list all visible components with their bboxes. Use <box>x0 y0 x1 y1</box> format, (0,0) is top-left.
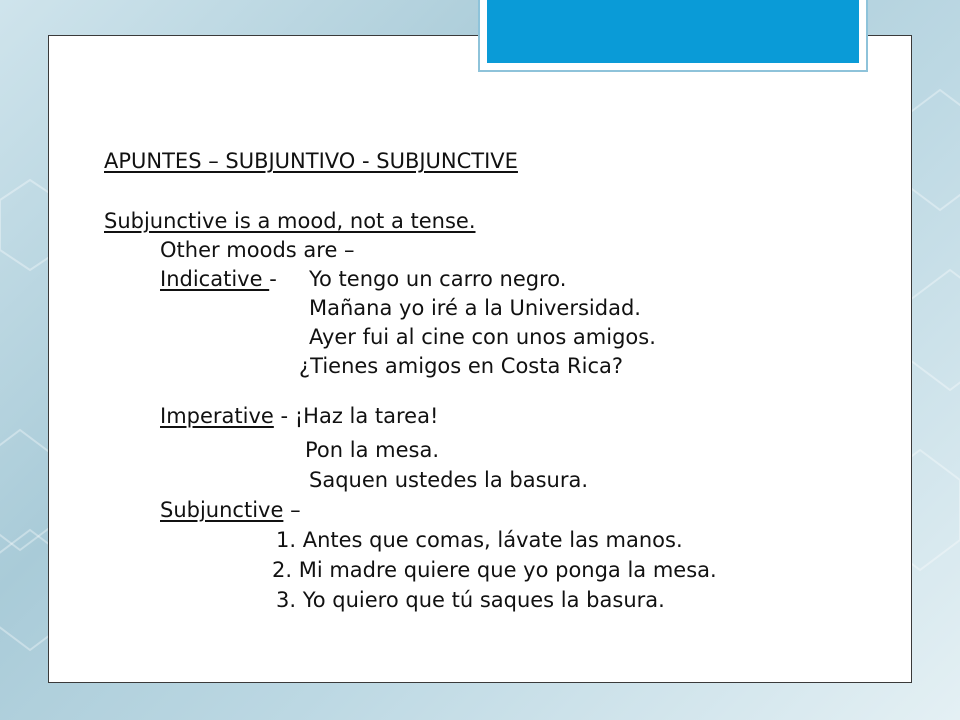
indicative-label: Indicative <box>160 267 270 291</box>
indicative-separator: - <box>269 267 277 291</box>
imperative-example-2: Pon la mesa. <box>305 438 439 462</box>
other-moods-heading: Other moods are – <box>160 238 355 262</box>
indicative-row <box>160 266 277 292</box>
title-accent-bar <box>487 0 859 63</box>
slide-title: APUNTES – SUBJUNTIVO - SUBJUNCTIVE <box>104 149 518 173</box>
imperative-row <box>160 403 438 429</box>
subjunctive-example-1: 1. Antes que comas, lávate las manos. <box>276 528 683 552</box>
subjunctive-label: Subjunctive <box>160 498 284 522</box>
subjunctive-example-2: 2. Mi madre quiere que yo ponga la mesa. <box>272 558 717 582</box>
subjunctive-row <box>160 497 301 523</box>
imperative-label: Imperative <box>160 404 274 428</box>
indicative-example-1: Yo tengo un carro negro. <box>309 267 567 291</box>
indicative-example-3: Ayer fui al cine con unos amigos. <box>309 325 656 349</box>
intro-statement: Subjunctive is a mood, not a tense. <box>104 209 476 233</box>
imperative-example-3: Saquen ustedes la basura. <box>309 468 589 492</box>
imperative-example-1: - ¡Haz la tarea! <box>273 404 439 428</box>
subjunctive-example-3: 3. Yo quiero que tú saques la basura. <box>276 588 665 612</box>
indicative-example-2: Mañana yo iré a la Universidad. <box>309 296 641 320</box>
subjunctive-separator: – <box>283 498 301 522</box>
indicative-example-4: ¿Tienes amigos en Costa Rica? <box>299 354 624 378</box>
